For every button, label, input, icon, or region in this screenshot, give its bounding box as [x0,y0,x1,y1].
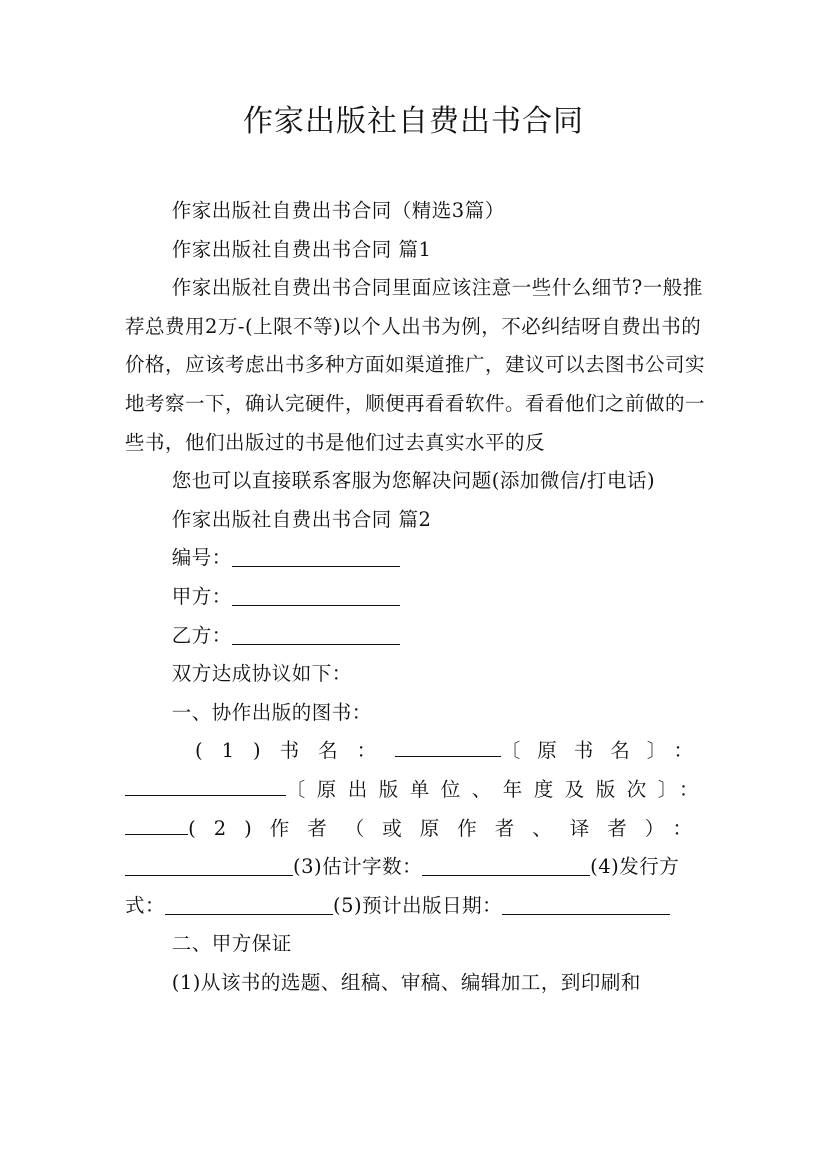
item5-blank[interactable] [502,894,670,915]
field-party-a [125,578,710,617]
item4-blank[interactable] [165,894,333,915]
item1-edition-line [125,771,710,810]
item3-label: (3)估计字数： [293,855,423,879]
field-party-b-blank[interactable] [232,624,400,645]
item1-blank[interactable] [395,737,501,758]
contact-line: 您也可以直接联系客服为您解决问题(添加微信/打电话) [171,469,656,493]
item4-label-b: 式： [125,893,166,917]
document-title: 作家出版社自费出书合同 [243,104,584,139]
item1-edition-label: 〔原出版单位、年度及版次〕： [285,777,710,801]
item2-label: (2)作者（或原作者、译者）： [188,816,710,840]
section2-item1: (1)从该书的选题、组稿、审稿、编辑加工，到印刷和 [171,970,641,994]
item1-edition-blank[interactable] [125,814,188,835]
field-party-b-label: 乙方： [171,623,232,647]
field-party-a-label: 甲方： [171,584,232,608]
section2-heading: 二、甲方保证 [171,932,292,956]
item2-blank[interactable] [125,856,293,877]
intro-line: 作家出版社自费出书合同（精选3篇） [171,199,505,222]
item5-label: (5)预计出版日期： [333,893,503,917]
item3-line [125,848,710,887]
item1-original-label: 〔原书名〕： [500,739,710,763]
part1-heading: 作家出版社自费出书合同 篇1 [171,237,432,261]
item1-label: (1)书名： [195,739,396,763]
item3-blank[interactable] [422,856,590,877]
agreement-line: 双方达成协议如下： [171,662,352,686]
item1-original-blank[interactable] [125,775,286,796]
field-number-label: 编号： [171,546,232,570]
field-number [125,539,710,578]
item4-line [125,887,710,926]
item1-line [125,732,710,771]
part2-heading: 作家出版社自费出书合同 篇2 [171,507,432,531]
item4-label-a: (4)发行方 [590,855,680,879]
item2-line [125,810,710,849]
field-party-a-blank[interactable] [232,585,400,606]
document-body [125,192,710,1002]
section1-heading: 一、协作出版的图书： [171,700,372,724]
field-party-b [125,617,710,656]
part1-paragraph: 作家出版社自费出书合同里面应该注意一些什么细节?一般推荐总费用2万-(上限不等)以个人出书为例，不必纠结呀自费出书的价格，应该考虑出书多种方面如渠道推广，建议可以去图书公司实地考察一下，确认完硬件，顺便再看看软件。看看他们之前做的一些书，他们出版过的书是他们过去真实水平的反 [125,276,706,454]
field-number-blank[interactable] [232,547,400,568]
